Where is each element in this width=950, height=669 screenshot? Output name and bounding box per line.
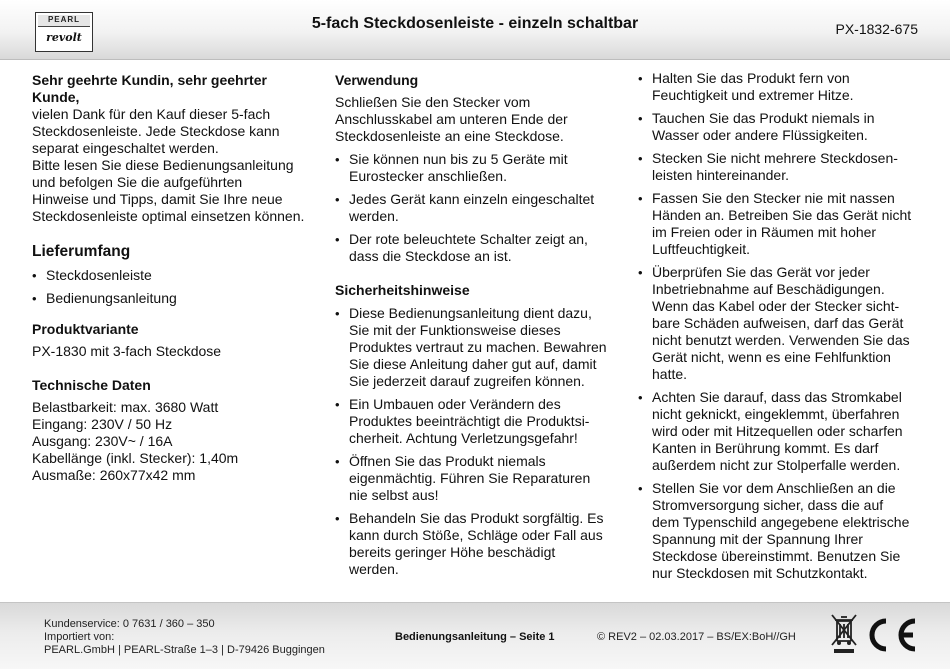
list-item: • Bedienungsanleitung — [32, 290, 317, 307]
revision-info: © REV2 – 02.03.2017 – BS/EX:BoH//GH — [597, 631, 796, 643]
list-item: • Öffnen Sie das Produkt niemals eigenmächtig. Führen Sie Reparaturen nie selbst aus! — [335, 453, 617, 504]
list-item: • Ein Umbauen oder Verändern des Produktes beeinträchtigt die Produktsi- cherheit. Achtung Verletzungsgefahr! — [335, 396, 617, 447]
verwendung-list — [335, 151, 617, 265]
list-item: • Fassen Sie den Stecker nie mit nassen Händen an. Betreiben Sie das Gerät nicht im Freien oder in Räumen mit hoher Luftfeuchtigkeit. — [638, 190, 923, 258]
produktvariante-heading: Produktvariante — [32, 321, 139, 337]
intro-text: vielen Dank für den Kauf dieser 5-fach Steckdosenleiste. Jede Steckdose kann separat eingeschaltet werden. Bitte lesen Sie diese Bedienungsanleitung und befolgen Sie die aufgeführten Hinweise und Tipps, damit Sie Ihre neue Steckdosenleiste optimal einsetzen können. — [32, 106, 305, 224]
list-item: • Halten Sie das Produkt fern von Feuchtigkeit und extremer Hitze. — [638, 70, 923, 104]
column-left — [32, 72, 317, 484]
page-number: Bedienungsanleitung – Seite 1 — [395, 631, 555, 643]
page-footer — [0, 602, 950, 669]
list-item: • Diese Bedienungsanleitung dient dazu, Sie mit der Funktionsweise dieses Produktes vertraut zu machen. Bewahren Sie diese Anleitung daher gut auf, damit Sie jederzeit darauf zugreifen können. — [335, 305, 617, 390]
list-item: • Sie können nun bis zu 5 Geräte mit Eurostecker anschließen. — [335, 151, 617, 185]
column-middle — [335, 72, 617, 578]
sicherheit-list-continued — [638, 70, 923, 582]
list-item: • Stecken Sie nicht mehrere Steckdosen- leisten hintereinander. — [638, 150, 923, 184]
logo-bottom-text: revolt — [46, 31, 82, 44]
sicherheit-list — [335, 305, 617, 578]
verwendung-intro: Schließen Sie den Stecker vom Anschlusskabel am unteren Ende der Steckdosenleiste an eine Steckdose. — [335, 94, 568, 144]
contact-info: Kundenservice: 0 7631 / 360 – 350 Importiert von: PEARL.GmbH | PEARL-Straße 1–3 | D-79426 Buggingen — [44, 618, 325, 656]
lieferumfang-heading: Lieferumfang — [32, 243, 131, 260]
greeting-heading: Sehr geehrte Kundin, sehr geehrter Kunde, — [32, 72, 267, 105]
page-title: 5-fach Steckdosenleiste - einzeln schaltbar — [311, 15, 639, 32]
column-right — [638, 70, 923, 582]
page-header — [0, 0, 950, 60]
verwendung-heading: Verwendung — [335, 72, 419, 88]
logo-top-text: PEARL — [38, 15, 90, 27]
product-code: PX-1832-675 — [835, 21, 918, 37]
list-item: • Überprüfen Sie das Gerät vor jeder Inbetriebnahme auf Beschädigungen. Wenn das Kabel oder der Stecker sicht- bare Schäden aufweisen, darf das Gerät nicht benutzt werden. Verwenden Sie das Gerät nicht, wenn es eine Fehlfunktion hatte. — [638, 264, 923, 383]
list-item: • Jedes Gerät kann einzeln eingeschaltet werden. — [335, 191, 617, 225]
lieferumfang-list — [32, 267, 317, 307]
list-item: • Behandeln Sie das Produkt sorgfältig. Es kann durch Stöße, Schläge oder Fall aus bereits geringer Höhe beschädigt werden. — [335, 510, 617, 578]
list-item: • Tauchen Sie das Produkt niemals in Wasser oder andere Flüssigkeiten. — [638, 110, 923, 144]
list-item: • Der rote beleuchtete Schalter zeigt an, dass die Steckdose an ist. — [335, 231, 617, 265]
technische-daten-heading: Technische Daten — [32, 377, 151, 393]
technische-daten-text: Belastbarkeit: max. 3680 Watt Eingang: 230V / 50 Hz Ausgang: 230V~ / 16A Kabellänge (inkl. Stecker): 1,40m Ausmaße: 260x77x42 mm — [32, 399, 239, 483]
list-item: • Achten Sie darauf, dass das Stromkabel nicht geknickt, eingeklemmt, überfahren wird oder mit Hitzequellen oder scharfen Kanten in Berührung kommt. Es darf außerdem nicht zur Stolperfalle werden. — [638, 389, 923, 474]
produktvariante-text: PX-1830 mit 3-fach Steckdose — [32, 343, 222, 359]
sicherheitshinweise-heading: Sicherheitshinweise — [335, 282, 470, 298]
list-item: • Steckdosenleiste — [32, 267, 317, 284]
ce-mark-icon — [862, 616, 920, 654]
weee-bin-icon — [829, 612, 859, 654]
list-item: • Stellen Sie vor dem Anschließen an die Stromversorgung sicher, dass die auf dem Typenschild angegebene elektrische Spannung mit der Spannung Ihrer Steckdose übereinstimmt. Benutzen Sie nur Steckdosen mit Schutzkontakt. — [638, 480, 923, 582]
